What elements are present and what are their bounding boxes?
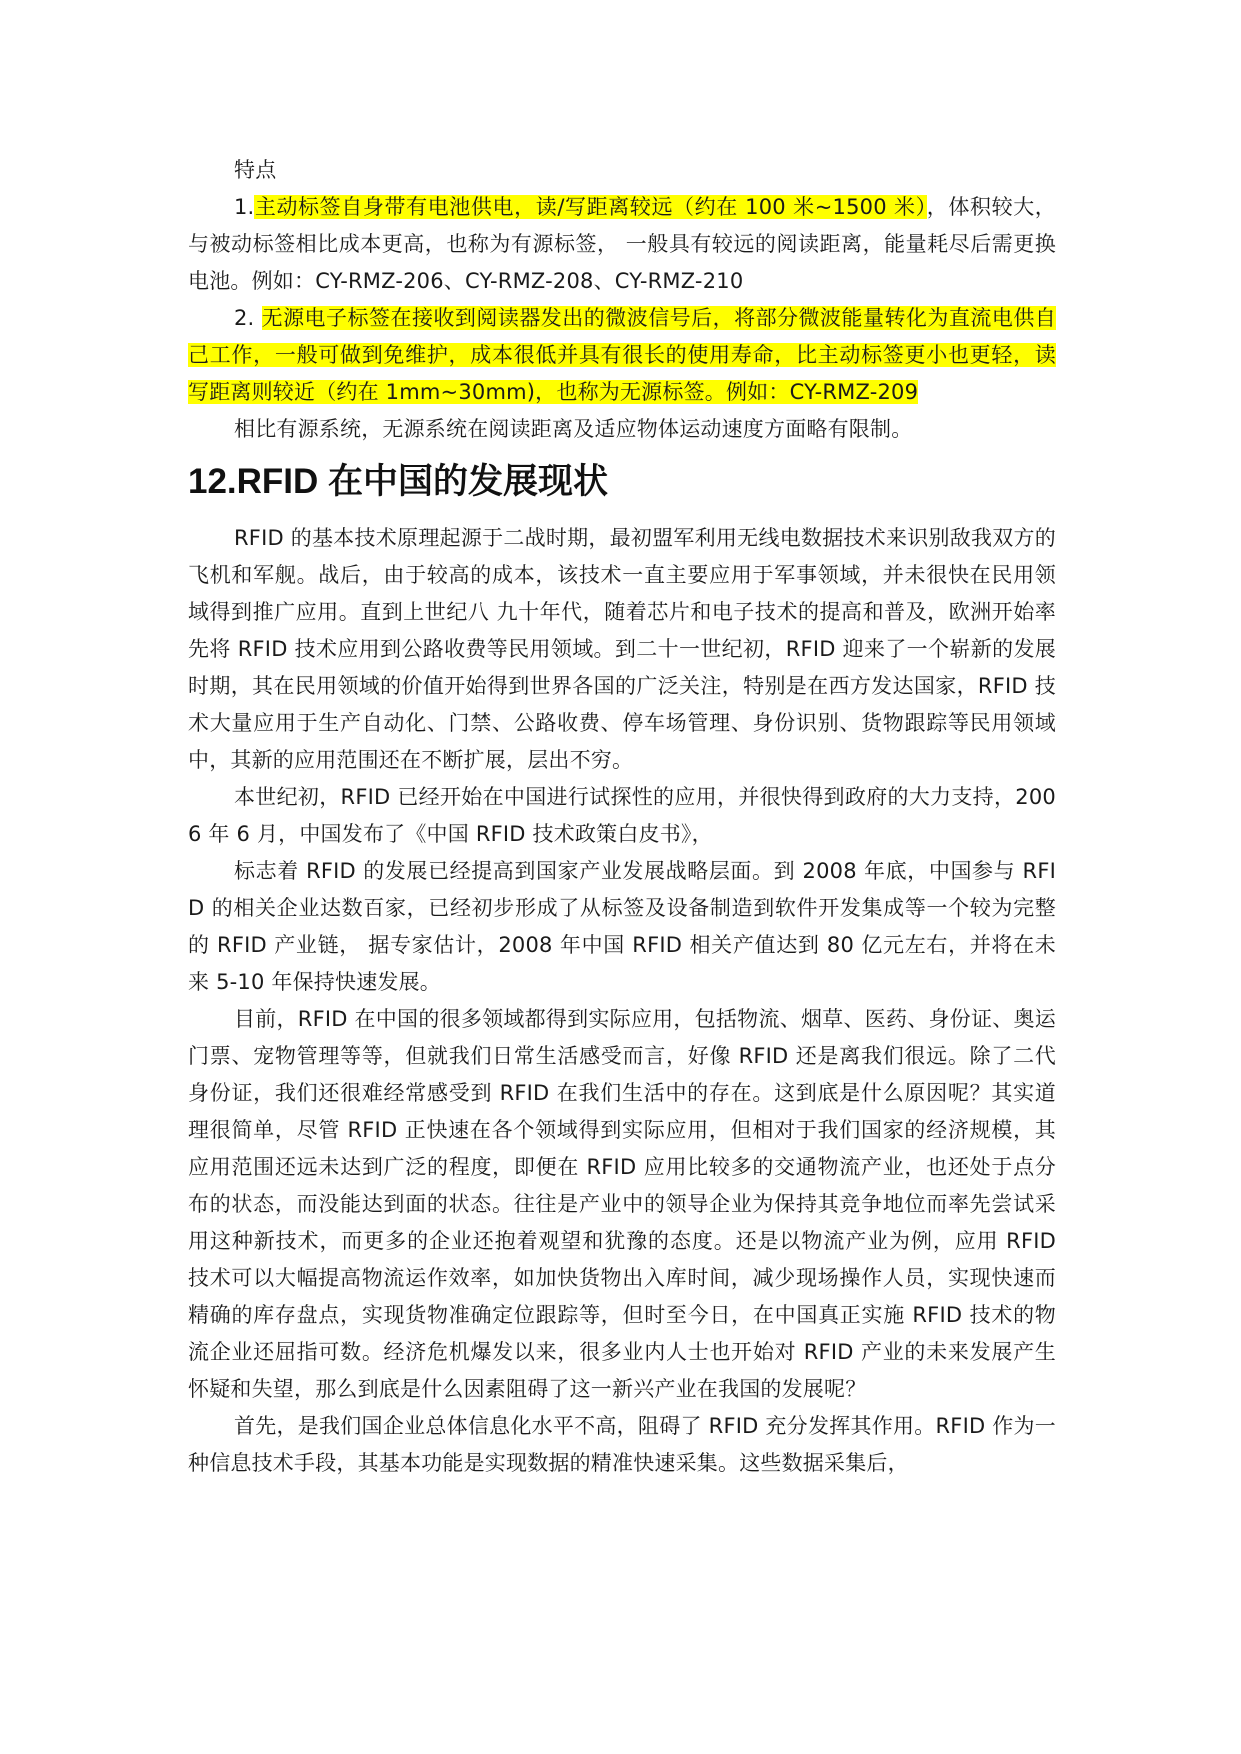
feature-item-2 xyxy=(188,300,1056,411)
feature-item-2-number: 2. xyxy=(234,306,262,330)
body-paragraph-1: RFID 的基本技术原理起源于二战时期，最初盟军利用无线电数据技术来识别敌我双方的飞机和军舰。战后，由于较高的成本，该技术一直主要应用于军事领域，并未很快在民用领域得到推广应用。直到上世纪八 九十年代，随着芯片和电子技术的提高和普及，欧洲开始率先将 RFID 技术应用到公路收费等民用领域。到二十一世纪初，RFID 迎来了一个崭新的发展时期，其在民用领域的价值开始得到世界各国的广泛关注，特别是在西方发达国家，RFID 技术大量应用于生产自动化、门禁、公路收费、停车场管理、身份识别、货物跟踪等民用领域中，其新的应用范围还在不断扩展，层出不穷。 xyxy=(188,526,1056,772)
feature-item-1-number: 1. xyxy=(234,195,255,219)
body-paragraph-5: 首先，是我们国企业总体信息化水平不高，阻碍了 RFID 充分发挥其作用。RFID 作为一种信息技术手段，其基本功能是实现数据的精准快速采集。这些数据采集后， xyxy=(188,1414,1056,1475)
feature-item-1-highlight: 主动标签自身带有电池供电，读/写距离较远（约在 100 米~1500 米） xyxy=(254,195,927,219)
document-page xyxy=(188,152,1056,1482)
body-paragraph-4: 目前，RFID 在中国的很多领域都得到实际应用，包括物流、烟草、医药、身份证、奥运门票、宠物管理等等，但就我们日常生活感受而言，好像 RFID 还是离我们很远。除了二代身份证，我们还很难经常感受到 RFID 在我们生活中的存在。这到底是什么原因呢？其实道理很简单，尽管 RFID 正快速在各个领域得到实际应用，但相对于我们国家的经济规模，其应用范围还远未达到广泛的程度，即便在 RFID 应用比较多的交通物流产业，也还处于点分布的状态，而没能达到面的状态。往往是产业中的领导企业为保持其竞争地位而率先尝试采用这种新技术，而更多的企业还抱着观望和犹豫的态度。还是以物流产业为例，应用 RFID 技术可以大幅提高物流运作效率，如加快货物出入库时间，减少现场操作人员，实现快速而精确的库存盘点，实现货物准确定位跟踪等，但时至今日，在中国真正实施 RFID 技术的物流企业还屈指可数。经济危机爆发以来，很多业内人士也开始对 RFID 产业的未来发展产生怀疑和失望，那么到底是什么因素阻碍了这一新兴产业在我国的发展呢？ xyxy=(188,1007,1056,1401)
feature-item-2-highlight: 无源电子标签在接收到阅读器发出的微波信号后，将部分微波能量转化为直流电供自己工作，一般可做到免维护，成本很低并具有很长的使用寿命，比主动标签更小也更轻，读写距离则较近（约在 1mm~30mm)，也称为无源标签。例如：CY-RMZ-209 xyxy=(188,306,1056,404)
features-title: 特点 xyxy=(234,158,277,182)
body-paragraph-3: 标志着 RFID 的发展已经提高到国家产业发展战略层面。到 2008 年底，中国参与 RFID 的相关企业达数百家，已经初步形成了从标签及设备制造到软件开发集成等一个较为完整的 RFID 产业链， 据专家估计，2008 年中国 RFID 相关产值达到 80 亿元左右，并将在未来 5-10 年保持快速发展。 xyxy=(188,859,1056,994)
compare-paragraph: 相比有源系统，无源系统在阅读距离及适应物体运动速度方面略有限制。 xyxy=(234,417,913,441)
feature-item-1 xyxy=(188,189,1056,300)
section-heading: 12.RFID 在中国的发展现状 xyxy=(188,462,609,501)
body-paragraph-2: 本世纪初，RFID 已经开始在中国进行试探性的应用，并很快得到政府的大力支持，2006 年 6 月，中国发布了《中国 RFID 技术政策白皮书》， xyxy=(188,785,1056,846)
feature-item-1-rest: ，体积较大，与被动标签相比成本更高，也称为有源标签， 一般具有较远的阅读距离，能量耗尽后需更换电池。例如：CY-RMZ-206、CY-RMZ-208、CY-RMZ-210 xyxy=(188,195,1056,293)
